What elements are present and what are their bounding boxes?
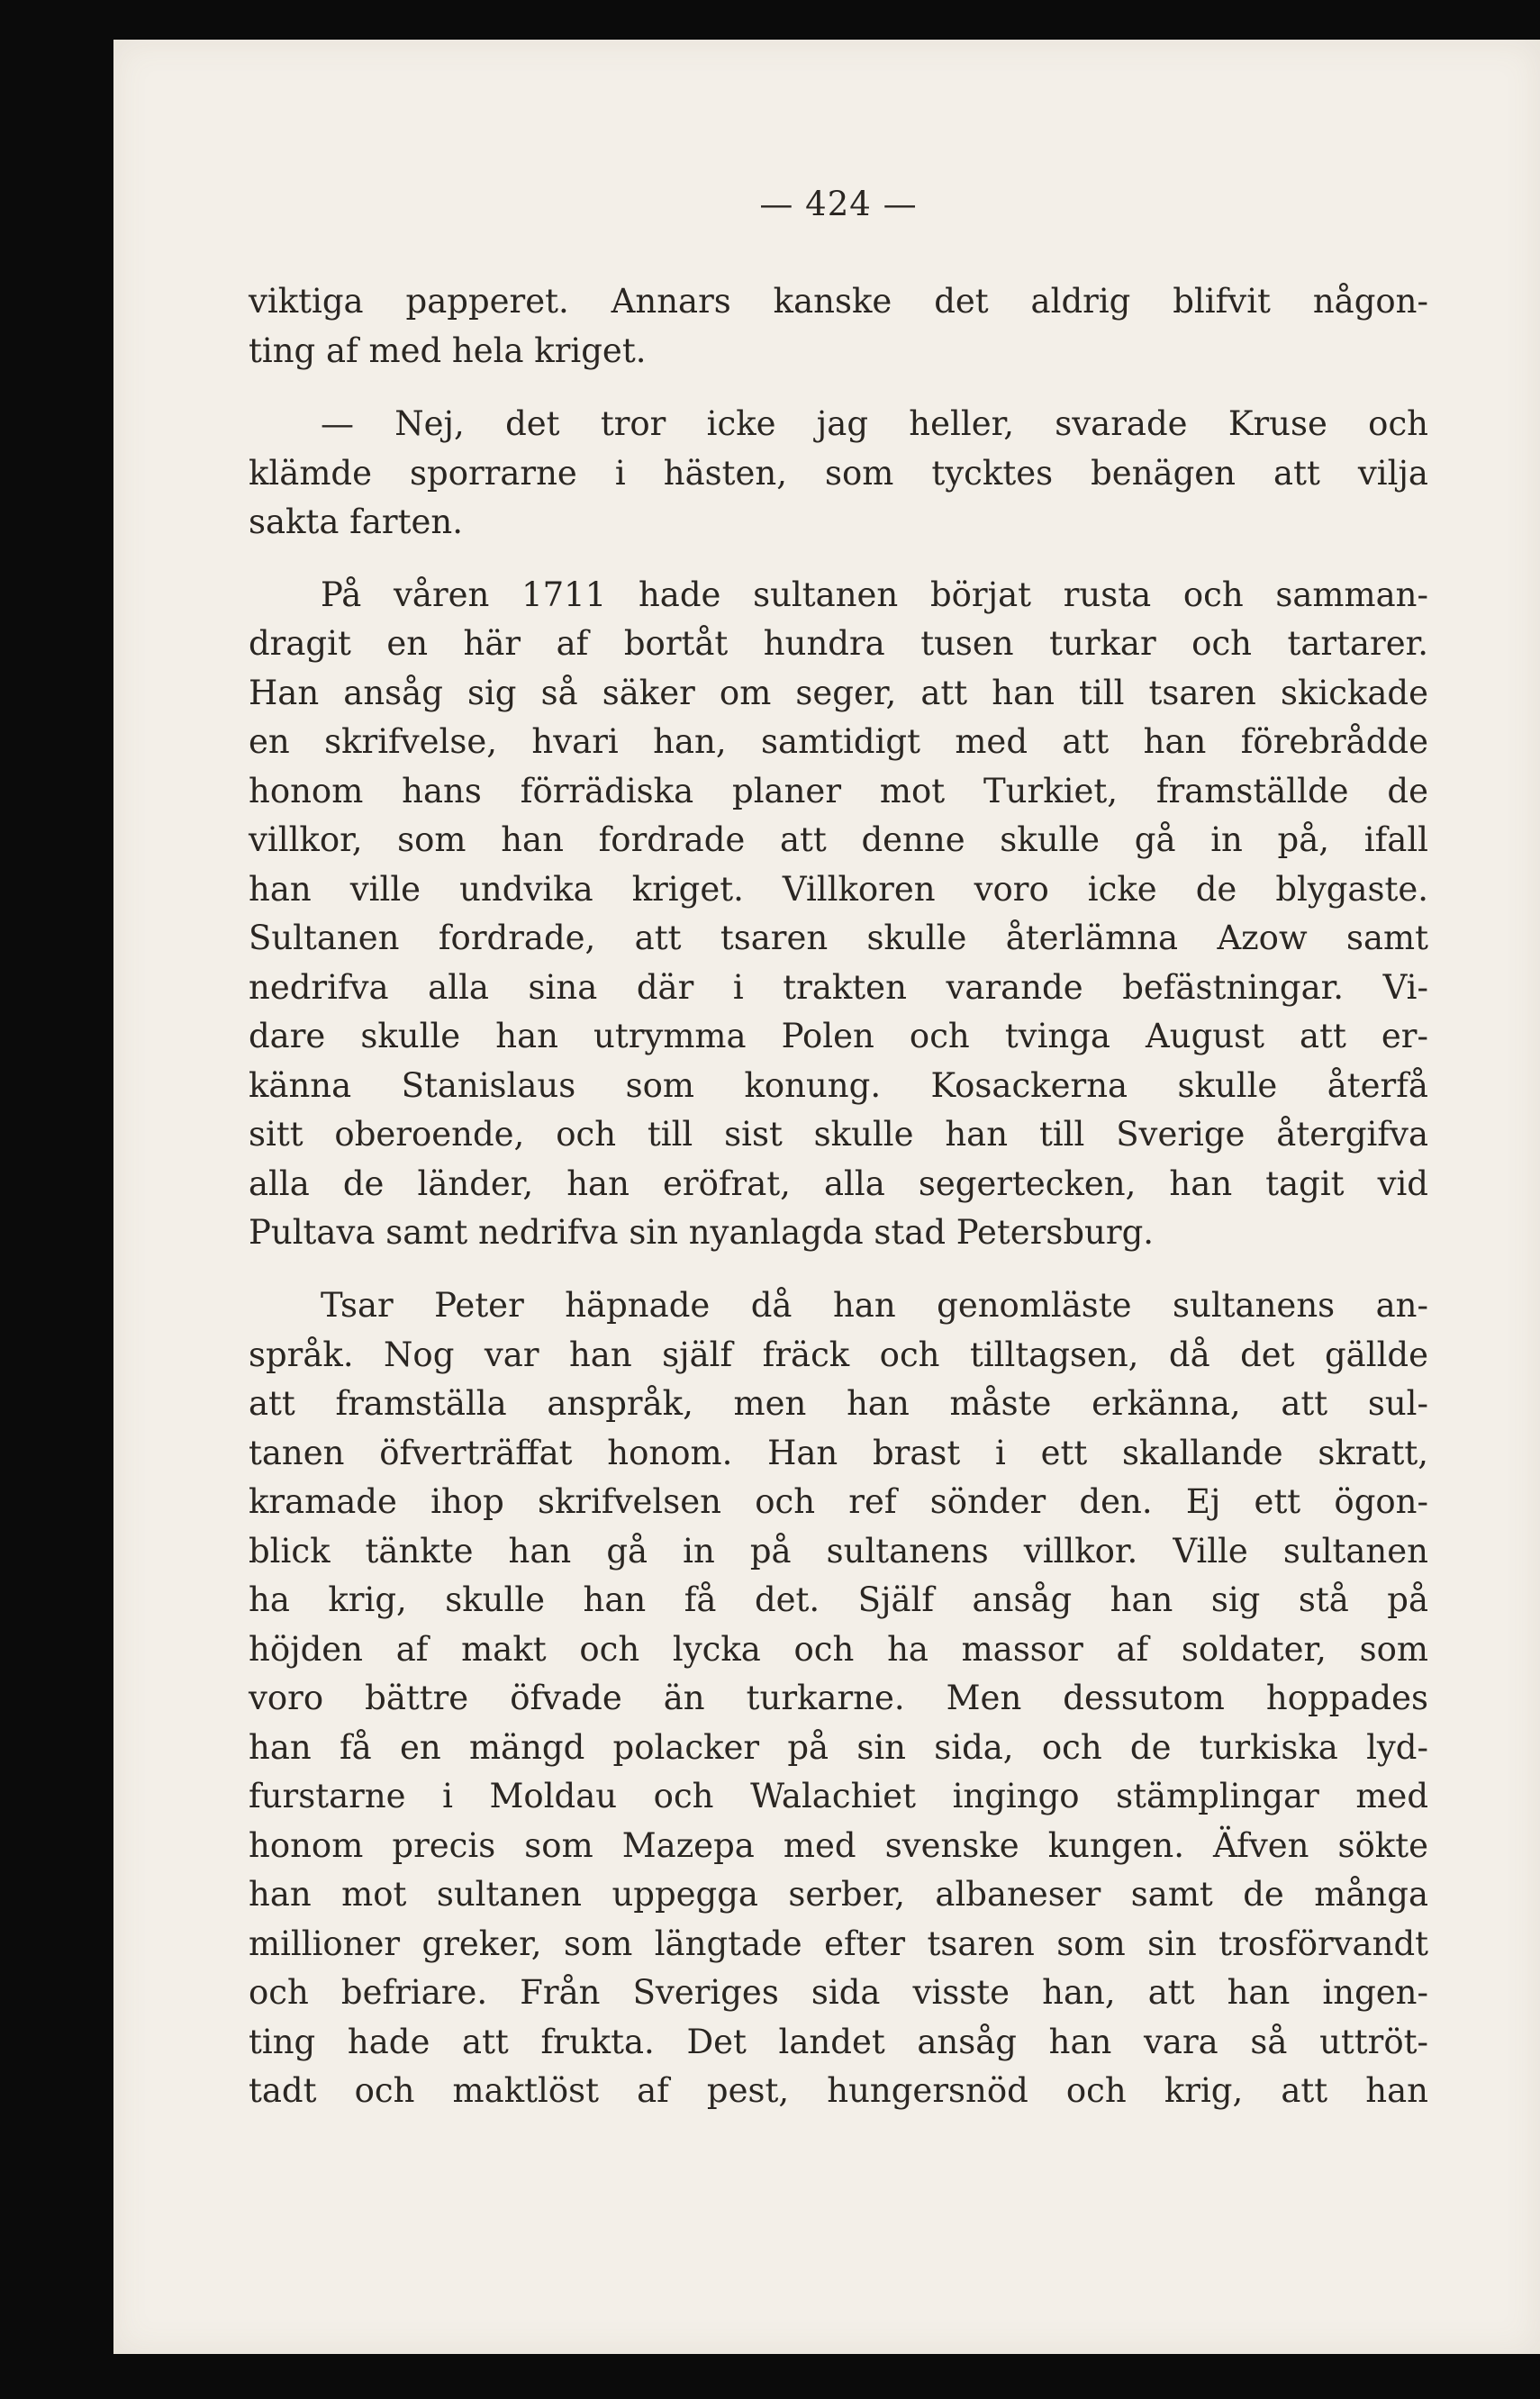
- text-line: ting af med hela kriget.: [249, 331, 647, 370]
- text-line: en skrifvelse, hvari han, samtidigt med att han förebrådde: [249, 722, 1428, 761]
- text-line: han ville undvika kriget. Villkoren voro icke de blygaste.: [249, 870, 1428, 909]
- text-line: känna Stanislaus som konung. Kosackerna skulle återfå: [249, 1066, 1428, 1105]
- text-line: han få en mängd polacker på sin sida, och de turkiska lyd-: [249, 1728, 1428, 1767]
- text-line: Tsar Peter häpnade då han genomläste sultanens an-: [321, 1286, 1428, 1325]
- text-line: ting hade att frukta. Det landet ansåg han vara så uttröt-: [249, 2023, 1428, 2061]
- text-line: furstarne i Moldau och Walachiet ingingo stämplingar med: [249, 1777, 1428, 1815]
- text-line: honom precis som Mazepa med svenske kungen. Äfven sökte: [249, 1826, 1428, 1865]
- text-line: honom hans förrädiska planer mot Turkiet, framställde de: [249, 772, 1428, 810]
- text-line: sitt oberoende, och till sist skulle han till Sverige återgifva: [249, 1115, 1428, 1154]
- text-line: viktiga papperet. Annars kanske det aldrig blifvit någon-: [249, 282, 1428, 321]
- text-line: att framställa anspråk, men han måste erkänna, att sul-: [249, 1384, 1428, 1423]
- text-line: sakta farten.: [249, 502, 463, 541]
- text-line: millioner greker, som längtade efter tsaren som sin trosförvandt: [249, 1924, 1428, 1963]
- text-line: Sultanen fordrade, att tsaren skulle återlämna Azow samt: [249, 919, 1428, 957]
- text-line: höjden af makt och lycka och ha massor af soldater, som: [249, 1630, 1428, 1669]
- text-line: alla de länder, han eröfrat, alla segertecken, han tagit vid: [249, 1164, 1428, 1203]
- text-line: klämde sporrarne i hästen, som tycktes benägen att vilja: [249, 454, 1428, 493]
- text-line: blick tänkte han gå in på sultanens villkor. Ville sultanen: [249, 1532, 1428, 1571]
- text-line: Pultava samt nedrifva sin nyanlagda stad Petersburg.: [249, 1213, 1155, 1252]
- text-line: dragit en här af bortåt hundra tusen turkar och tartarer.: [249, 624, 1428, 663]
- text-line: kramade ihop skrifvelsen och ref sönder den. Ej ett ögon-: [249, 1482, 1428, 1521]
- page-number: — 424 —: [759, 185, 918, 223]
- text-line: På våren 1711 hade sultanen börjat rusta och samman-: [321, 575, 1428, 614]
- text-line: — Nej, det tror icke jag heller, svarade Kruse och: [321, 404, 1428, 443]
- text-line: dare skulle han utrymma Polen och tvinga August att er-: [249, 1017, 1428, 1055]
- text-line: nedrifva alla sina där i trakten varande befästningar. Vi-: [249, 968, 1428, 1007]
- text-line: och befriare. Från Sveriges sida visste han, att han ingen-: [249, 1973, 1428, 2012]
- text-line: villkor, som han fordrade att denne skulle gå in på, ifall: [249, 820, 1428, 859]
- text-line: ha krig, skulle han få det. Själf ansåg han sig stå på: [249, 1580, 1428, 1619]
- text-line: tadt och maktlöst af pest, hungersnöd och krig, att han: [249, 2071, 1428, 2110]
- text-line: voro bättre öfvade än turkarne. Men dessutom hoppades: [249, 1679, 1428, 1717]
- text-line: språk. Nog var han själf fräck och tilltagsen, då det gällde: [249, 1335, 1428, 1374]
- text-line: tanen öfverträffat honom. Han brast i ett skallande skratt,: [249, 1434, 1428, 1472]
- text-line: han mot sultanen uppegga serber, albaneser samt de många: [249, 1875, 1428, 1914]
- text-line: Han ansåg sig så säker om seger, att han till tsaren skickade: [249, 674, 1428, 712]
